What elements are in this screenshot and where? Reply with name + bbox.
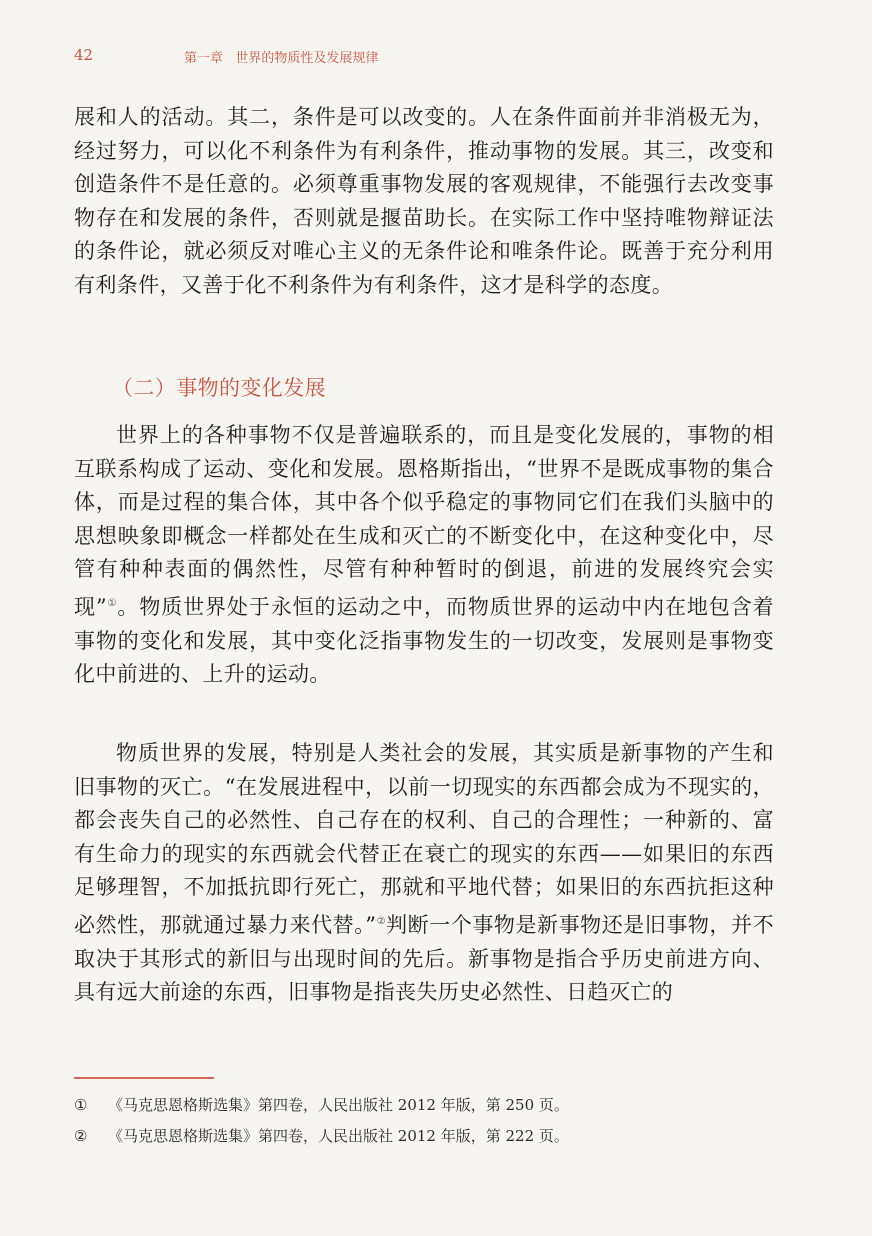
footnote-text: 《马克思恩格斯选集》第四卷，人民出版社 2012 年版，第 222 页。 [108, 1127, 569, 1145]
running-head: 第一章 世界的物质性及发展规律 [184, 51, 379, 66]
footnote-text: 《马克思恩格斯选集》第四卷，人民出版社 2012 年版，第 250 页。 [108, 1096, 569, 1114]
footnote-2 [74, 1125, 569, 1146]
footnote-divider [74, 1077, 214, 1079]
paragraph-text: 判断一个事物是新事物还是旧事物，并不取决于其形式的新旧与出现时间的先后。新事物是指合乎历史前进方向、具有远大前途的东西，旧事物是指丧失历史必然性、日趋灭亡的 [74, 912, 774, 1005]
paragraph-text: 物质世界的发展，特别是人类社会的发展，其实质是新事物的产生和旧事物的灭亡。“在发展进程中，以前一切现实的东西都会成为不现实的，都会丧失自己的必然性、自己存在的权利、自己的合理性；一种新的、富有生命力的现实的东西就会代替正在衰亡的现实的东西——如果旧的东西足够理智，不加抵抗即行死亡，那就和平地代替；如果旧的东西抗拒这种必然性，那就通过暴力来代替。” [74, 741, 774, 937]
footnote-mark: ② [74, 1127, 88, 1145]
footnote-mark: ① [74, 1096, 88, 1114]
footnote-1 [74, 1094, 569, 1115]
paragraph-new-old-things [74, 737, 774, 1010]
footnote-ref-1[interactable]: ① [107, 597, 118, 609]
paragraph-text: 。物质世界处于永恒的运动之中，而物质世界的运动中内在地包含着事物的变化和发展，其中变化泛指事物发生的一切改变，发展则是事物变化中前进的、上升的运动。 [74, 594, 774, 687]
paragraph-change-development [74, 419, 774, 692]
footnote-ref-2[interactable]: ② [376, 915, 387, 927]
paragraph-text: 世界上的各种事物不仅是普遍联系的，而且是变化发展的，事物的相互联系构成了运动、变化和发展。恩格斯指出，“世界不是既成事物的集合体，而是过程的集合体，其中各个似乎稳定的事物同它们在我们头脑中的思想映象即概念一样都处在生成和灭亡的不断变化中，在这种变化中，尽管有种种表面的偶然性，尽管有种种暂时的倒退，前进的发展终究会实现” [74, 423, 774, 619]
paragraph-conditions: 展和人的活动。其二，条件是可以改变的。人在条件面前并非消极无为，经过努力，可以化不利条件为有利条件，推动事物的发展。其三，改变和创造条件不是任意的。必须尊重事物发展的客观规律，不能强行去改变事物存在和发展的条件，否则就是揠苗助长。在实际工作中坚持唯物辩证法的条件论，就必须反对唯心主义的无条件论和唯条件论。既善于充分利用有利条件，又善于化不利条件为有利条件，这才是科学的态度。 [74, 105, 774, 297]
page-number: 42 [74, 46, 94, 64]
section-heading: （二）事物的变化发展 [112, 376, 326, 400]
